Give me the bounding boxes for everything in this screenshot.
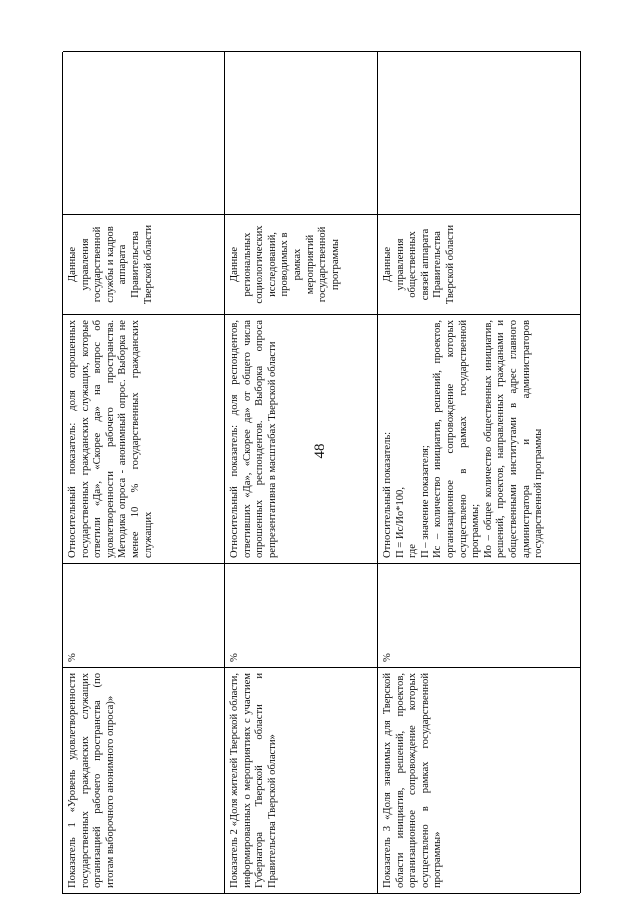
unit-cell: % [225, 563, 378, 667]
method-definition: П – значение показателя; [419, 445, 431, 558]
source-cell: Данные управления государственной службы и кадров аппарата Правительства Тверской области [63, 214, 225, 314]
source-cell: Данные региональных социологических исследований, проводимых в рамках мероприятий государственной программы [225, 214, 378, 314]
source-cell: Данные управления общественных связей аппарата Правительства Тверской области [378, 214, 581, 314]
method-definition: Ио – общее количество общественных инициатив, решений, проектов, направленных гражданами и общественными институтами в адрес главного администратора и администраторов государственной программы [482, 320, 545, 558]
extra-cell [378, 51, 581, 214]
method-cell [378, 314, 581, 563]
unit-cell: % [378, 563, 581, 667]
method-cell: Относительный показатель: доля опрошенных государственных гражданских служащих, которые ответили «Да», «Скорее да» на вопрос об удовлетворенности рабочего пространства. Методика опроса - анонимный опрос. Выборка не менее 10 % государственных гражданских служащих [63, 314, 225, 563]
page-number: 48 [311, 443, 328, 459]
unit-cell: % [63, 563, 225, 667]
indicator-cell: Показатель 3 «Доля значимых для Тверской области инициатив, решений, проектов, организационное сопровождение которых осуществлено в рамках государственной программы» [378, 667, 581, 893]
indicator-table [62, 52, 580, 894]
extra-cell [63, 51, 225, 214]
method-formula: П = Ис/Ио*100, [394, 486, 406, 558]
extra-cell [225, 51, 378, 214]
method-intro: Относительный показатель: [382, 431, 393, 558]
method-where: где [407, 544, 419, 558]
indicator-cell: Показатель 1 «Уровень удовлетворенности государственных гражданских служащих организацией рабочего пространства (по итогам выборочного анонимного опроса)» [63, 667, 225, 893]
indicator-cell: Показатель 2 «Доля жителей Тверской области, информированных о мероприятиях с участием Губернатора Тверской области и Правительства Тверской области» [225, 667, 378, 893]
method-cell: Относительный показатель: доля респондентов, ответивших «Да», «Скорее да» от общего числа опрошенных респондентов. Выборка опроса репрезентативна в масштабах Тверской области [225, 314, 378, 563]
method-definition: Ис – количество инициатив, решений, проектов, организационное сопровождение которых осуществлено в рамках государственной программы; [432, 320, 482, 558]
rotated-table-container [62, 52, 580, 894]
